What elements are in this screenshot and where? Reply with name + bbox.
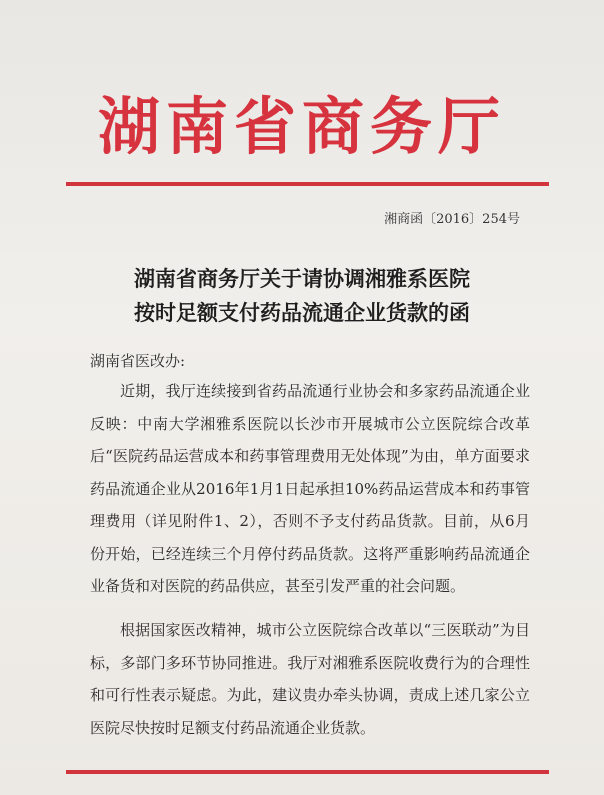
letterhead-red-rule (66, 182, 549, 186)
body-paragraph-2: 根据国家医改精神，城市公立医院综合改革以“三医联动”为目标，多部门多环节协同推进。我厅对湘雅系医院收费行为的合理性和可行性表示疑虑。为此，建议贵办牵头协调，责成上述几家公立医院尽快按时足额支付药品流通企业货款。 (90, 621, 530, 737)
document-number: 湘商函〔2016〕254号 (384, 212, 520, 227)
title-line-2: 按时足额支付药品流通企业货款的函 (134, 301, 470, 325)
footer-red-rule (66, 770, 549, 774)
addressee: 湖南省医改办: (90, 352, 186, 370)
title-line-1: 湖南省商务厅关于请协调湘雅系医院 (134, 267, 470, 291)
document-title (0, 262, 604, 330)
body-paragraph-1: 近期，我厅连续接到省药品流通行业协会和多家药品流通企业反映：中南大学湘雅系医院以长沙市开展城市公立医院综合改革后“医院药品运营成本和药事管理费用无处体现”为由，单方面要求药品流通企业从2016年1月1日起承担10%药品运营成本和药事管理费用（详见附件1、2），否则不予支付药品货款。目前，从6月份开始，已经连续三个月停付药品货款。这将严重影响药品流通企业备货和对医院的药品供应，甚至引发严重的社会问题。 (90, 382, 530, 595)
letterhead-title: 湖南省商务厅 (97, 90, 506, 163)
